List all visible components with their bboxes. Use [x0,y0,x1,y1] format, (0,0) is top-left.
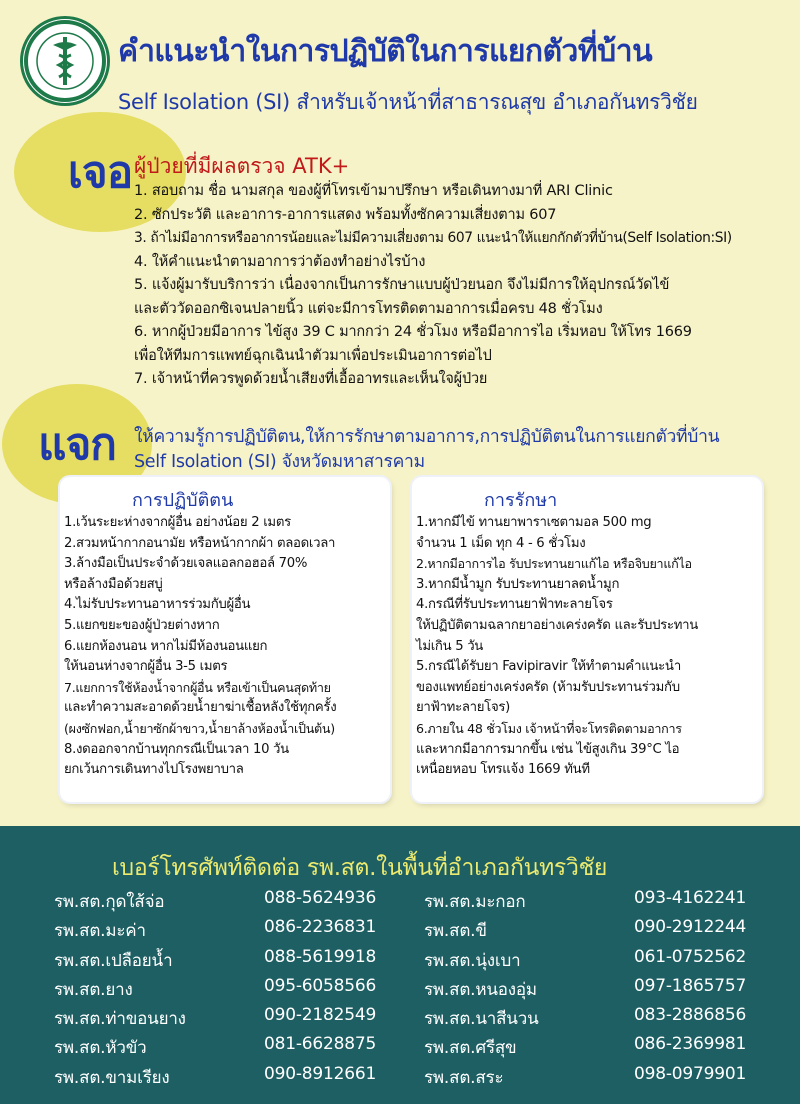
page-subtitle: Self Isolation (SI) สำหรับเจ้าหน้าที่สาธารณสุข อำเภอกันทรวิชัย [118,90,698,114]
practice-line: หรือล้างมือด้วยสบู่ [64,576,163,592]
practice-title: การปฏิบัติตน [132,490,234,511]
contacts-left [54,888,394,1093]
contact-phone: 086-2236831 [264,917,377,938]
treatment-line: 3.หากมีน้ำมูก รับประทานยาลดน้ำมูก [416,576,620,592]
jer-item: 5. แจ้งผู้มารับบริการว่า เนื่องจากเป็นการรักษาแบบผู้ป่วยนอก จึงไม่มีการให้อุปกรณ์วัดไข้ [134,277,670,293]
contact-phone: 090-2912244 [634,917,747,938]
contact-phone: 090-2182549 [264,1005,377,1026]
contact-phone: 098-0979901 [634,1063,747,1084]
contact-row [424,1005,764,1034]
jaek-description [134,425,794,475]
contact-row [54,976,394,1005]
contact-row [54,888,394,917]
treatment-line: 5.กรณีได้รับยา Favipiravir ให้ทำตามคำแนะนำ [416,659,682,675]
contact-row [54,1034,394,1063]
contact-phone: 061-0752562 [634,946,747,967]
treatment-line: ยาฟ้าทะลายโจร) [416,700,511,716]
contact-name: รพ.สต.นาสีนวน [424,1009,539,1030]
jer-item: 7. เจ้าหน้าที่ควรพูดด้วยน้ำเสียงที่เอื้ออาทรและเห็นใจผู้ป่วย [134,371,488,387]
treatment-line: ให้ปฏิบัติตามฉลากยาอย่างเคร่งครัด และรับประทาน [416,617,698,633]
treatment-line: ไม่เกิน 5 วัน [416,638,484,654]
treatment-title: การรักษา [484,490,558,511]
practice-line: และทำความสะอาดด้วยน้ำยาฆ่าเชื้อหลังใช้ทุกครั้ง [64,700,337,716]
contact-row [54,947,394,976]
contact-name: รพ.สต.หัวขัว [54,1038,147,1059]
contact-phone: 086-2369981 [634,1034,747,1055]
practice-line: ยกเว้นการเดินทางไปโรงพยาบาล [64,762,244,778]
contact-name: รพ.สต.มะกอก [424,892,526,912]
contact-row [424,917,764,946]
practice-line: ให้นอนห่างจากผู้อื่น 3-5 เมตร [64,659,228,675]
practice-line: 6.แยกห้องนอน หากไม่มีห้องนอนแยก [64,638,268,654]
practice-list [64,513,394,781]
jer-list [134,180,784,392]
hospital-logo [20,16,110,106]
contact-row [424,947,764,976]
treatment-line: ของแพทย์อย่างเคร่งครัด (ห้ามรับประทานร่วมกับ [416,679,680,695]
practice-line: 7.แยกการใช้ห้องน้ำจากผู้อื่น หรือเข้าเป็นคนสุดท้าย [64,679,331,695]
contacts-right [424,888,764,1093]
treatment-box [412,477,762,802]
treatment-line: 2.หากมีอาการไอ รับประทานยาแก้ไอ หรือจิบยาแก้ไอ [416,556,692,572]
jer-item: 6. หากผู้ป่วยมีอาการ ไข้สูง 39 C มากกว่า 24 ชั่วโมง หรือมีอาการไอ เริ่มหอบ ให้โทร 1669 [134,324,692,340]
practice-line: 2.สวมหน้ากากอนามัย หรือหน้ากากผ้า ตลอดเวลา [64,535,336,551]
contact-name: รพ.สต.ยาง [54,979,133,1000]
contact-phone: 090-8912661 [264,1063,377,1084]
caduceus-icon [23,19,107,103]
contact-name: รพ.สต.สระ [424,1067,504,1088]
treatment-line: เหนื่อยหอบ โทรแจ้ง 1669 ทันที [416,762,590,778]
contact-name: รพ.สต.หนองอุ่ม [424,979,537,1000]
contact-phone: 088-5624936 [264,888,377,908]
contact-row [424,1064,764,1093]
treatment-line: 6.ภายใน 48 ชั่วโมง เจ้าหน้าที่จะโทรติดตามอาการ [416,720,682,736]
contact-row [54,1064,394,1093]
jaek-line: ให้ความรู้การปฏิบัติตน,ให้การรักษาตามอาการ,การปฏิบัติตนในการแยกตัวที่บ้าน [134,427,720,447]
treatment-line: จำนวน 1 เม็ด ทุก 4 - 6 ชั่วโมง [416,535,586,551]
jer-badge-label: เจอ [67,147,133,198]
treatment-line: 4.กรณีที่รับประทานยาฟ้าทะลายโจร [416,597,613,613]
practice-line: 5.แยกขยะของผู้ป่วยต่างหาก [64,617,220,633]
page-title: คำแนะนำในการปฏิบัติในการแยกตัวที่บ้าน [118,34,653,69]
contact-row [424,976,764,1005]
practice-line: 1.เว้นระยะห่างจากผู้อื่น อย่างน้อย 2 เมตร [64,515,291,530]
contact-name: รพ.สต.ขามเรียง [54,1067,170,1088]
contact-row [54,1005,394,1034]
contact-phone: 097-1865757 [634,975,747,996]
jaek-line: Self Isolation (SI) จังหวัดมหาสารคาม [134,452,425,472]
contact-phone: 081-6628875 [264,1034,377,1055]
treatment-list [416,513,766,781]
contact-name: รพ.สต.กุดใส้จ่อ [54,892,165,912]
jer-item: 3. ถ้าไม่มีอาการหรืออาการน้อยและไม่มีความเสี่ยงตาม 607 แนะนำให้แยกกักตัวที่บ้าน(Self Isolation:SI) [134,230,732,246]
jer-heading: ผู้ป่วยที่มีผลตรวจ ATK+ [134,154,350,178]
jer-item: 1. สอบถาม ชื่อ นามสกุล ของผู้ที่โทรเข้ามาปรึกษา หรือเดินทางมาที่ ARI Clinic [134,183,613,199]
contact-row [424,1034,764,1063]
practice-line: 3.ล้างมือเป็นประจำด้วยเจลแอลกอฮอล์ 70% [64,556,308,572]
jer-item: และตัววัดออกซิเจนปลายนิ้ว แต่จะมีการโทรติดตามอาการเมื่อครบ 48 ชั่วโมง [134,300,603,317]
contact-name: รพ.สต.เปลือยน้ำ [54,950,173,971]
jaek-badge-label: แจก [38,419,116,470]
contact-name: รพ.สต.นุ่งเบา [424,950,521,971]
contact-phone: 093-4162241 [634,888,747,908]
practice-box [60,477,390,802]
contact-row [54,917,394,946]
jer-item: 4. ให้คำแนะนำตามอาการว่าต้องทำอย่างไรบ้าง [134,253,426,270]
contact-name: รพ.สต.ศรีสุข [424,1038,517,1059]
contact-name: รพ.สต.ท่าขอนยาง [54,1009,186,1030]
contact-footer [0,826,800,1104]
practice-line: (ผงซักฟอก,น้ำยาซักผ้าขาว,น้ำยาล้างห้องน้ำเป็นต้น) [64,720,335,736]
footer-title: เบอร์โทรศัพท์ติดต่อ รพ.สต.ในพื้นที่อำเภอกันทรวิชัย [112,855,608,881]
contact-phone: 088-5619918 [264,946,377,967]
contact-phone: 083-2886856 [634,1005,747,1026]
contact-row [424,888,764,917]
contact-phone: 095-6058566 [264,975,377,996]
treatment-line: 1.หากมีไข้ ทานยาพาราเซตามอล 500 mg [416,515,652,530]
jer-item: เพื่อให้ทีมการแพทย์ฉุกเฉินนำตัวมาเพื่อประเมินอาการต่อไป [134,347,492,364]
treatment-line: และหากมีอาการมากขึ้น เช่น ไข้สูงเกิน 39°C ไอ [416,741,680,757]
contact-name: รพ.สต.ขี [424,921,487,942]
practice-line: 4.ไม่รับประทานอาหารร่วมกับผู้อื่น [64,597,251,613]
practice-line: 8.งดออกจากบ้านทุกกรณีเป็นเวลา 10 วัน [64,741,289,757]
jer-item: 2. ซักประวัติ และอาการ-อาการแสดง พร้อมทั้งซักความเสี่ยงตาม 607 [134,206,557,223]
contact-name: รพ.สต.มะค่า [54,921,146,942]
